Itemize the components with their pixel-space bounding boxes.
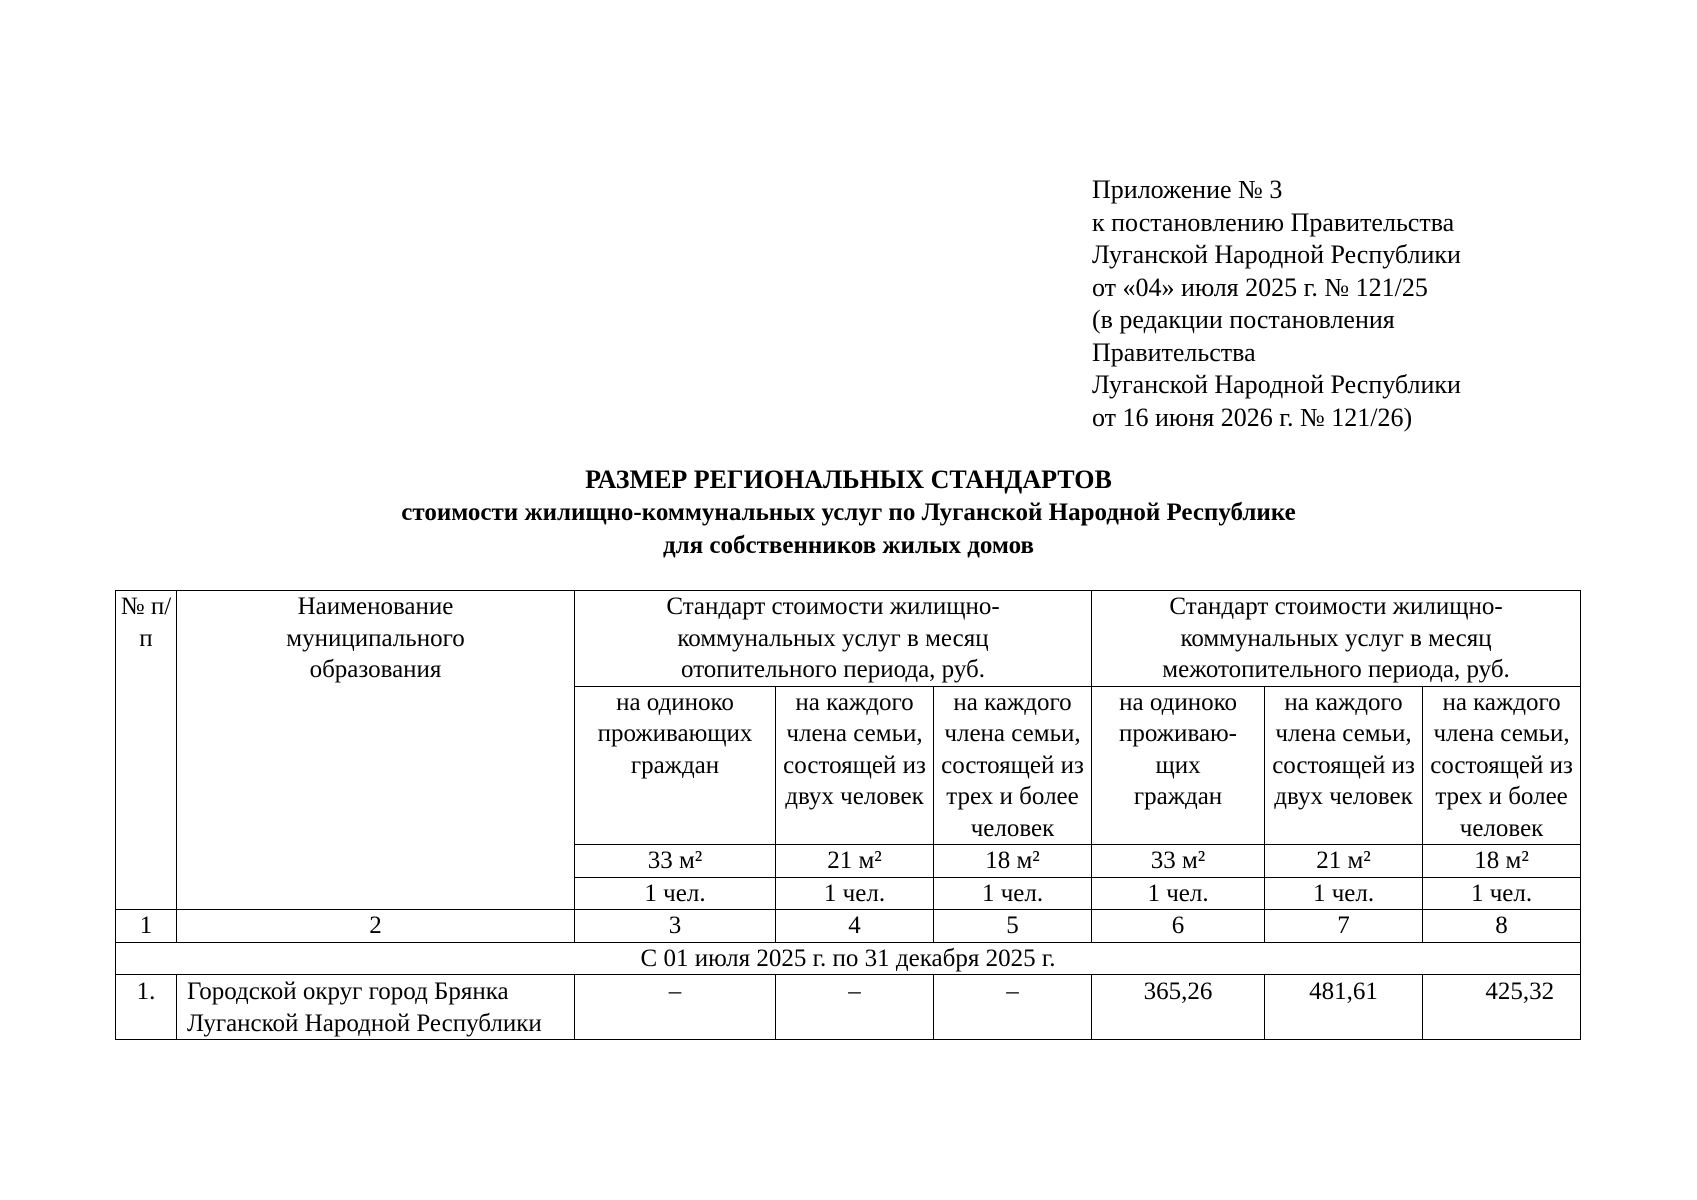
header-heating-two: на каждого члена семьи, состоящей из двух человек <box>776 686 934 845</box>
column-number: 5 <box>934 910 1092 943</box>
header-row-groups <box>116 591 1581 687</box>
area-cell: 18 м² <box>1423 845 1581 878</box>
row-value: – <box>575 975 776 1040</box>
period-row <box>116 942 1581 975</box>
area-cell: 33 м² <box>1092 845 1265 878</box>
title-line-2: стоимости жилищно-коммунальных услуг по Луганской Народной Республике <box>401 499 1296 526</box>
appendix-line: (в редакции постановления <box>1092 305 1395 334</box>
appendix-line: Луганской Народной Республики <box>1092 240 1461 269</box>
persons-cell: 1 чел. <box>575 877 776 910</box>
header-heating-three: на каждого члена семьи, состоящей из трех и более человек <box>934 686 1092 845</box>
period-label: С 01 июля 2025 г. по 31 декабря 2025 г. <box>116 942 1581 975</box>
persons-cell: 1 чел. <box>1423 877 1581 910</box>
standards-table <box>115 590 1581 1040</box>
row-value: 365,26 <box>1092 975 1265 1040</box>
persons-cell: 1 чел. <box>934 877 1092 910</box>
appendix-line: от «04» июля 2025 г. № 121/25 <box>1092 272 1428 302</box>
row-value: – <box>776 975 934 1040</box>
area-cell: 21 м² <box>776 845 934 878</box>
appendix-line: Приложение № 3 <box>1092 175 1283 204</box>
column-number: 1 <box>116 910 177 943</box>
header-heating-group: Стандарт стоимости жилищно-коммунальных услуг в месяц отопительного периода, руб. <box>575 591 1092 687</box>
area-cell: 21 м² <box>1265 845 1423 878</box>
column-number: 8 <box>1423 910 1581 943</box>
row-value: 425,32 <box>1423 975 1581 1040</box>
area-cell: 33 м² <box>575 845 776 878</box>
column-number: 4 <box>776 910 934 943</box>
header-nonheating-three: на каждого члена семьи, состоящей из трех и более человек <box>1423 686 1581 845</box>
header-nonheating-group: Стандарт стоимости жилищно-коммунальных услуг в месяц межотопительного периода, руб. <box>1092 591 1581 687</box>
header-num: № п/п <box>116 591 177 910</box>
title-line-1: РАЗМЕР РЕГИОНАЛЬНЫХ СТАНДАРТОВ <box>585 465 1112 494</box>
appendix-line: к постановлению Правительства <box>1092 207 1455 237</box>
document-title <box>0 463 1697 562</box>
header-heating-single: на одиноко проживающих граждан <box>575 686 776 845</box>
row-number: 1. <box>116 975 177 1040</box>
title-line-3: для собственников жилых домов <box>662 532 1034 559</box>
persons-cell: 1 чел. <box>1092 877 1265 910</box>
column-number: 7 <box>1265 910 1423 943</box>
header-nonheating-two: на каждого члена семьи, состоящей из двух человек <box>1265 686 1423 845</box>
appendix-line: Правительства <box>1092 337 1256 367</box>
area-cell: 18 м² <box>934 845 1092 878</box>
persons-cell: 1 чел. <box>776 877 934 910</box>
appendix-line: Луганской Народной Республики <box>1092 370 1461 399</box>
header-name: Наименование муниципального образования <box>177 591 575 910</box>
column-number: 6 <box>1092 910 1265 943</box>
column-numbers-row <box>116 910 1581 943</box>
appendix-line: от 16 июня 2026 г. № 121/26) <box>1092 402 1413 432</box>
header-nonheating-single: на одиноко проживаю-щих граждан <box>1092 686 1265 845</box>
column-number: 3 <box>575 910 776 943</box>
appendix-block <box>1092 174 1652 434</box>
table-row <box>116 975 1581 1040</box>
row-value: – <box>934 975 1092 1040</box>
column-number: 2 <box>177 910 575 943</box>
row-value: 481,61 <box>1265 975 1423 1040</box>
row-municipality-name: Городской округ город Брянка Луганской Народной Республики <box>177 975 575 1040</box>
persons-cell: 1 чел. <box>1265 877 1423 910</box>
